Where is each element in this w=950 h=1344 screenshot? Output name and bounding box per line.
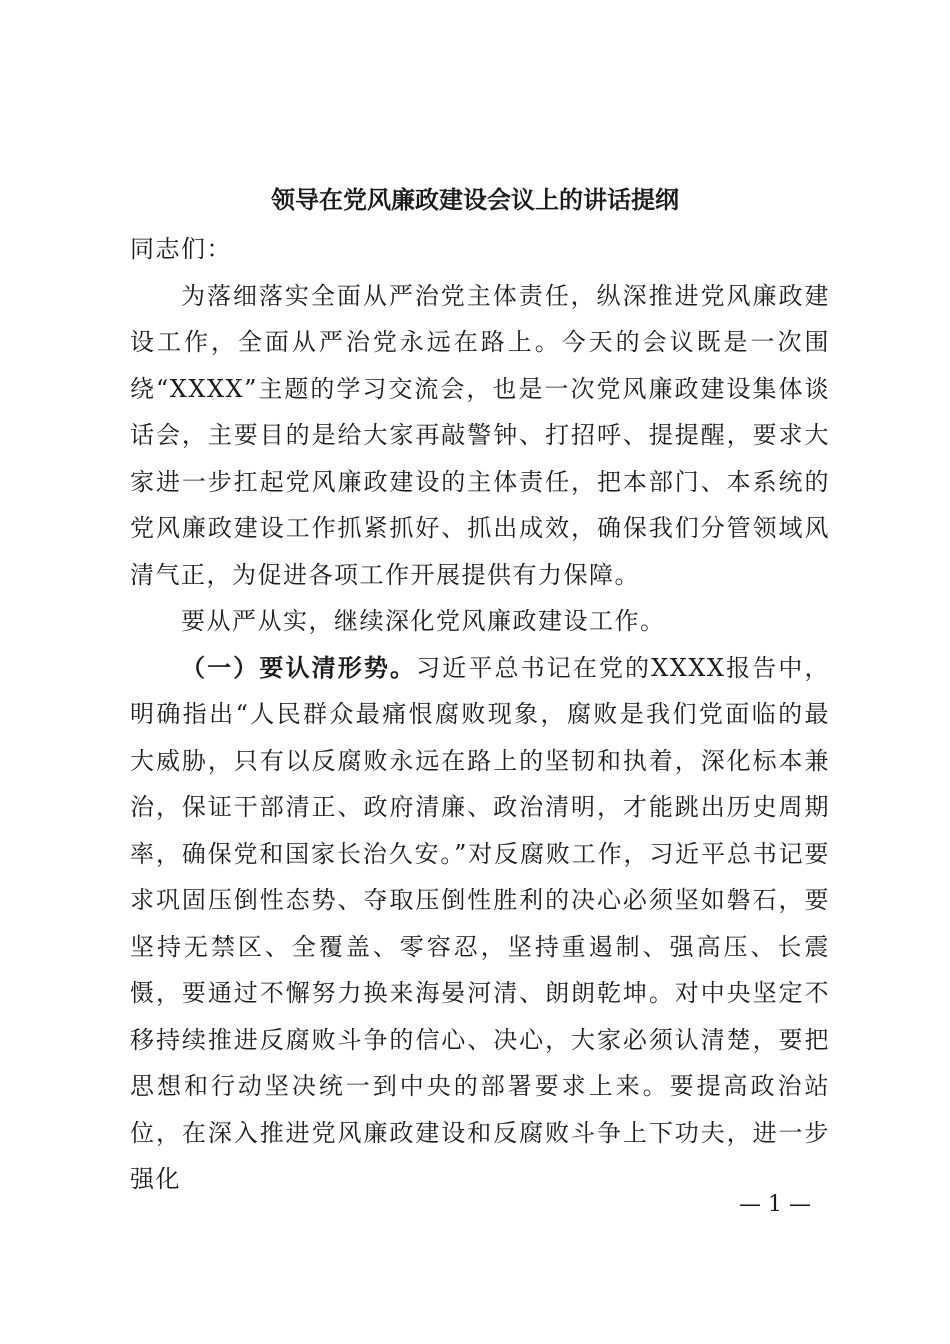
section-1-heading: （一）要认清形势。 [181,652,417,682]
section-1-body: 习近平总书记在党的XXXX报告中，明确指出“人民群众最痛恨腐败现象，腐败是我们党面临的最大威胁，只有以反腐败永远在路上的坚韧和执着，深化标本兼治，保证干部清正、政府清廉、政治清明，才能跳出历史周期率，确保党和国家长治久安。”对反腐败工作，习近平总书记要求巩固压倒性态势、夺取压倒性胜利的决心必须坚如磐石，要坚持无禁区、全覆盖、零容忍，坚持重遏制、强高压、长震慑，要通过不懈努力换来海晏河清、朗朗乾坤。对中央坚定不移持续推进反腐败斗争的信心、决心，大家必须认清楚，要把思想和行动坚决统一到中央的部署要求上来。要提高政治站位，在深入推进党风廉政建设和反腐败斗争上下功夫，进一步强化 [130,653,831,1193]
paragraph-topic: 要从严从实，继续深化党风廉政建设工作。 [181,607,666,635]
section-1 [130,645,830,1203]
document-title: 领导在党风廉政建设会议上的讲话提纲 [271,185,679,214]
document-body [130,226,830,1203]
salutation: 同志们： [130,235,232,263]
page-number: — 1 — [739,1192,811,1217]
paragraph-intro: 为落细落实全面从严治党主体责任，纵深推进党风廉政建设工作，全面从严治党永远在路上。今天的会议既是一次围绕“XXXX”主题的学习交流会，也是一次党风廉政建设集体谈话会，主要目的是给大家再敲警钟、打招呼、提提醒，要求大家进一步扛起党风廉政建设的主体责任，把本部门、本系统的党风廉政建设工作抓紧抓好、抓出成效，确保我们分管领域风清气正，为促进各项工作开展提供有力保障。 [130,281,830,589]
